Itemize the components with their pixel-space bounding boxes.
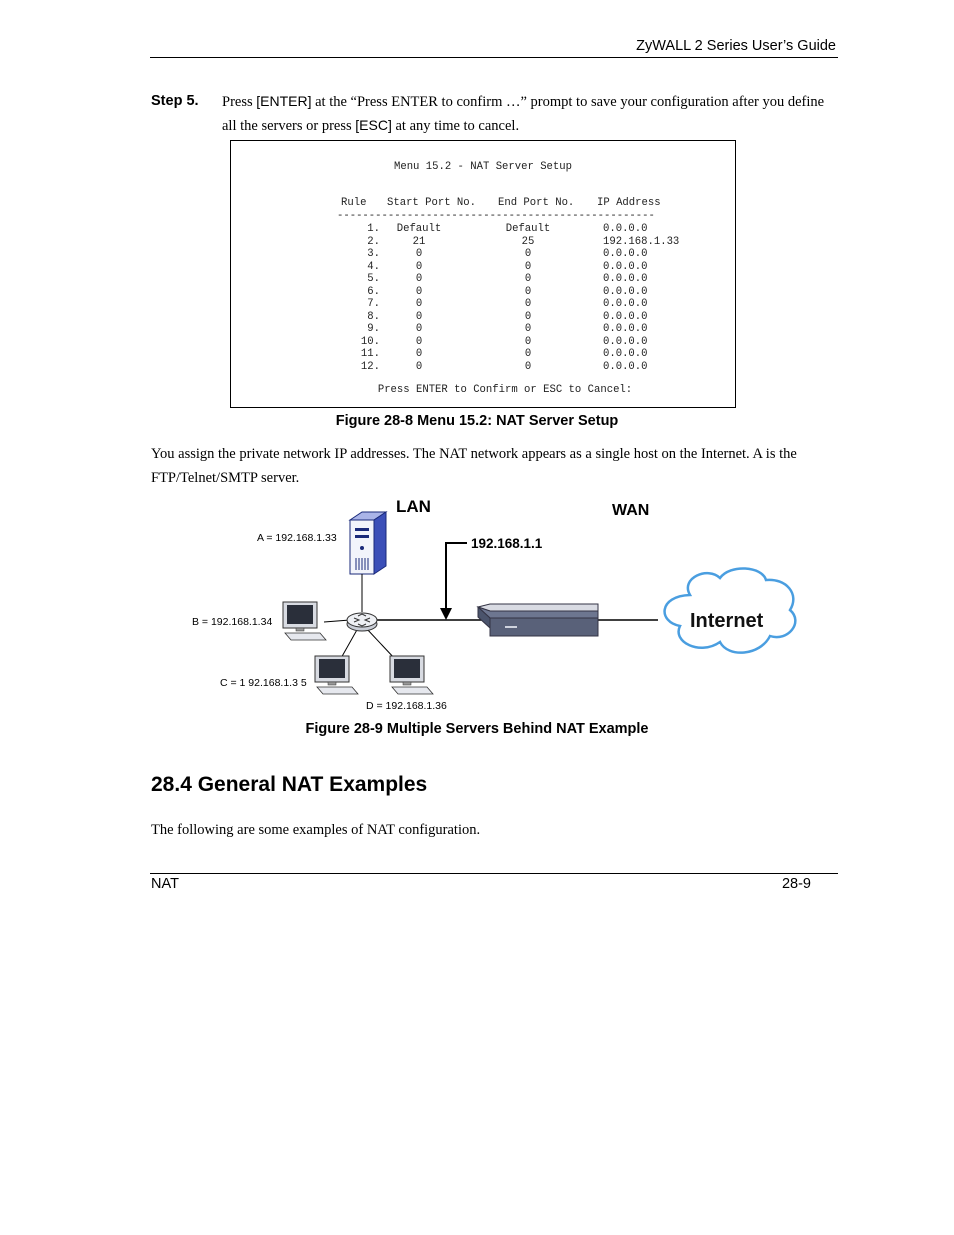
row-1-ip-address: 0.0.0.0 bbox=[603, 223, 648, 235]
row-7-rule-number: 7. bbox=[367, 298, 380, 310]
row-9-rule-number: 9. bbox=[367, 323, 380, 335]
enter-key-label: [ENTER] bbox=[256, 93, 312, 109]
gateway-ip-label: 192.168.1.1 bbox=[471, 536, 543, 551]
host-d-label: D = 192.168.1.36 bbox=[366, 700, 447, 712]
footer-rule bbox=[150, 873, 838, 874]
row-2-rule-number: 2. bbox=[367, 235, 380, 248]
row-5-rule-number: 5. bbox=[367, 273, 380, 285]
nat-network-diagram bbox=[180, 490, 820, 720]
confirm-prompt: Press ENTER to Confirm or ESC to Cancel: bbox=[377, 384, 633, 396]
row-8-start-port: 0 bbox=[415, 310, 423, 323]
row-10-end-port: 0 bbox=[524, 335, 532, 348]
footer-chapter: NAT bbox=[151, 876, 179, 892]
header-separator: -------------------------------------------------- bbox=[337, 210, 655, 222]
row-4-rule-number: 4. bbox=[367, 260, 380, 273]
zywall-router-icon bbox=[478, 604, 598, 636]
gateway-pointer-arrow bbox=[440, 543, 467, 620]
column-header-ip-address: IP Address bbox=[597, 197, 661, 209]
row-3-rule-number: 3. bbox=[367, 248, 380, 260]
esc-key-label: [ESC] bbox=[355, 117, 392, 133]
internet-cloud-icon bbox=[665, 568, 796, 652]
header-rule bbox=[150, 57, 838, 58]
row-11-rule-number: 11. bbox=[360, 348, 380, 360]
row-9-ip-address: 0.0.0.0 bbox=[603, 323, 648, 335]
nat-description-paragraph: You assign the private network IP addresses. The NAT network appears as a single host on the Internet. A is the FTP/Telnet/SMTP server. bbox=[151, 446, 797, 486]
row-7-ip-address: 0.0.0.0 bbox=[603, 298, 648, 310]
computer-b-icon bbox=[283, 602, 326, 640]
server-tower-icon bbox=[350, 512, 386, 574]
section-heading: 28.4 General NAT Examples bbox=[151, 773, 428, 796]
row-3-start-port: 0 bbox=[415, 248, 423, 260]
row-8-ip-address: 0.0.0.0 bbox=[603, 310, 648, 323]
row-6-rule-number: 6. bbox=[367, 285, 380, 298]
row-4-ip-address: 0.0.0.0 bbox=[603, 260, 648, 273]
step-instruction: Press [ENTER] at the “Press ENTER to confirm …” prompt to save your configuration after you define all the servers or press [ESC] at any time to cancel. bbox=[222, 93, 825, 134]
row-5-end-port: 0 bbox=[524, 273, 532, 285]
row-1-start-port: Default bbox=[396, 223, 442, 235]
footer-page-number: 28-9 bbox=[781, 876, 811, 892]
row-6-end-port: 0 bbox=[524, 285, 532, 298]
host-b-label: B = 192.168.1.34 bbox=[192, 616, 273, 628]
host-c-label: C = 1 92.168.1.3 5 bbox=[220, 677, 307, 689]
row-8-rule-number: 8. bbox=[367, 310, 380, 323]
internet-label: Internet bbox=[690, 610, 764, 632]
row-7-end-port: 0 bbox=[524, 298, 532, 310]
row-3-ip-address: 0.0.0.0 bbox=[603, 248, 648, 260]
row-10-start-port: 0 bbox=[415, 335, 423, 348]
host-a-label: A = 192.168.1.33 bbox=[257, 532, 337, 544]
row-12-rule-number: 12. bbox=[360, 360, 380, 373]
wan-label: WAN bbox=[612, 502, 650, 519]
row-5-ip-address: 0.0.0.0 bbox=[603, 273, 648, 285]
row-7-start-port: 0 bbox=[415, 298, 423, 310]
nat-examples-intro: The following are some examples of NAT configuration. bbox=[151, 822, 481, 838]
row-6-ip-address: 0.0.0.0 bbox=[603, 285, 648, 298]
row-1-end-port: Default bbox=[505, 223, 551, 235]
row-5-start-port: 0 bbox=[415, 273, 423, 285]
column-header-start-port: Start Port No. bbox=[387, 197, 477, 209]
row-2-start-port: 21 bbox=[412, 235, 426, 248]
figure-28-8-caption: Figure 28-8 Menu 15.2: NAT Server Setup bbox=[335, 413, 619, 429]
row-12-end-port: 0 bbox=[524, 360, 532, 373]
row-6-start-port: 0 bbox=[415, 285, 423, 298]
row-11-end-port: 0 bbox=[524, 348, 532, 360]
running-header-title: ZyWALL 2 Series User’s Guide bbox=[636, 38, 836, 54]
row-10-rule-number: 10. bbox=[360, 335, 380, 348]
step-label: Step 5. bbox=[151, 93, 199, 109]
column-header-end-port: End Port No. bbox=[498, 197, 575, 209]
row-2-end-port: 25 bbox=[521, 235, 535, 248]
computer-c-icon bbox=[315, 656, 358, 694]
switch-hub-icon bbox=[347, 613, 377, 631]
row-2-ip-address: 192.168.1.33 bbox=[603, 235, 680, 248]
row-10-ip-address: 0.0.0.0 bbox=[603, 335, 648, 348]
row-9-end-port: 0 bbox=[524, 323, 532, 335]
row-3-end-port: 0 bbox=[524, 248, 532, 260]
row-1-rule-number: 1. bbox=[367, 223, 380, 235]
row-12-start-port: 0 bbox=[415, 360, 423, 373]
menu-title: Menu 15.2 - NAT Server Setup bbox=[393, 161, 572, 173]
column-header-rule: Rule bbox=[341, 197, 367, 209]
row-4-end-port: 0 bbox=[524, 260, 532, 273]
row-11-start-port: 0 bbox=[415, 348, 423, 360]
nat-server-setup-screen bbox=[230, 140, 736, 408]
figure-28-9-caption: Figure 28-9 Multiple Servers Behind NAT Example bbox=[305, 721, 649, 737]
row-9-start-port: 0 bbox=[415, 323, 423, 335]
row-12-ip-address: 0.0.0.0 bbox=[603, 360, 648, 373]
row-8-end-port: 0 bbox=[524, 310, 532, 323]
computer-d-icon bbox=[390, 656, 433, 694]
row-11-ip-address: 0.0.0.0 bbox=[603, 348, 648, 360]
row-4-start-port: 0 bbox=[415, 260, 423, 273]
lan-label: LAN bbox=[396, 497, 431, 516]
